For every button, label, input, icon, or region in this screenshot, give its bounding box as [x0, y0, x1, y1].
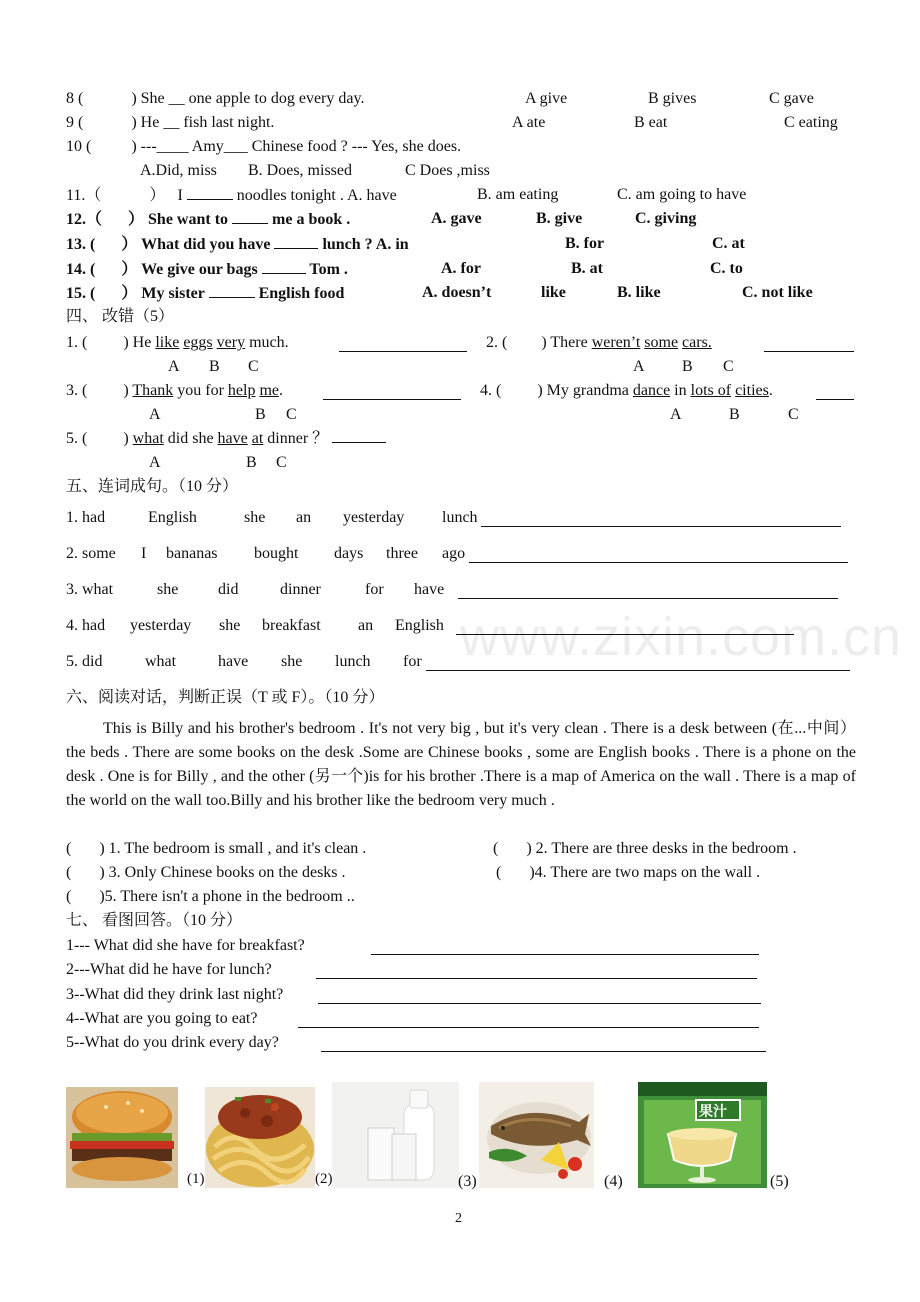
- q-num: 4. (: [480, 382, 502, 399]
- answer-line[interactable]: [321, 1037, 766, 1052]
- option-b: B. for: [565, 235, 605, 252]
- error-item-1: [66, 333, 289, 353]
- word: 3. what: [66, 581, 114, 598]
- label-b: B: [682, 358, 693, 375]
- word: .: [279, 382, 283, 399]
- label-a: A: [149, 406, 161, 423]
- error-item-5: [66, 428, 386, 449]
- q-num: 9 (: [66, 114, 84, 131]
- word: she: [219, 617, 241, 634]
- tf-item-1: [66, 839, 366, 859]
- q-num: 11.（: [66, 187, 102, 204]
- answer-blank[interactable]: [323, 385, 461, 400]
- word: 4. had: [66, 617, 106, 634]
- question-10: [66, 137, 461, 157]
- tf-item-2: [493, 839, 797, 859]
- option-c: C. at: [712, 235, 745, 252]
- word: bananas: [166, 545, 218, 562]
- label-a: A: [633, 358, 645, 375]
- section-5-title: 五、连词成句。（10 分）: [66, 478, 239, 495]
- error-item-3: [66, 381, 283, 401]
- q-close: ）: [128, 211, 145, 228]
- q-num: 15. (: [66, 285, 96, 302]
- label-a: A: [168, 358, 180, 375]
- answer-line[interactable]: [469, 548, 848, 563]
- qa-question-4: 4--What are you going to eat?: [66, 1010, 258, 1027]
- word: 1. had: [66, 509, 106, 526]
- word: 2. some: [66, 545, 116, 562]
- paren: ): [526, 840, 532, 857]
- underlined-word: weren’t: [591, 334, 641, 351]
- label-b: B: [729, 406, 740, 423]
- fish-picture: [479, 1082, 594, 1188]
- q-num: 5. (: [66, 430, 88, 447]
- word: My grandma: [546, 382, 629, 399]
- picture-caption-2: (2): [315, 1171, 333, 1187]
- statement: 4. There are two maps on the wall .: [534, 864, 761, 881]
- option-c: C. not like: [742, 284, 813, 301]
- answer-line[interactable]: [481, 512, 841, 527]
- paren: (: [66, 888, 72, 905]
- option-b: B. Does, missed: [248, 162, 352, 179]
- answer-line[interactable]: [371, 940, 759, 955]
- word: three: [386, 545, 418, 562]
- q-text: English food: [258, 285, 345, 302]
- option-b: B. at: [571, 260, 603, 277]
- option-a: A give: [525, 90, 568, 107]
- underlined-word: cars.: [682, 334, 712, 351]
- word: yesterday: [343, 509, 405, 526]
- option-b: B. like: [617, 284, 661, 301]
- picture-caption-3: (3): [458, 1173, 477, 1190]
- word: dinner: [280, 581, 321, 598]
- word: in: [674, 382, 687, 399]
- q-text: I: [177, 187, 183, 204]
- word: dinner ？: [267, 430, 329, 447]
- underlined-word: help: [227, 382, 256, 399]
- word: .: [768, 382, 773, 399]
- answer-blank[interactable]: [209, 283, 255, 298]
- q-close: ): [131, 90, 137, 107]
- word: what: [145, 653, 177, 670]
- word: have: [414, 581, 445, 598]
- word: have: [218, 653, 249, 670]
- label-a: A: [670, 406, 682, 423]
- q-close: ): [541, 334, 547, 351]
- qa-question-1: 1--- What did she have for breakfast?: [66, 937, 305, 954]
- question-14: [66, 259, 348, 280]
- option-b: B gives: [648, 90, 697, 107]
- word: English: [148, 509, 197, 526]
- statement: 1. The bedroom is small , and it's clean .: [108, 840, 367, 857]
- word: yesterday: [130, 617, 192, 634]
- answer-blank[interactable]: [764, 337, 854, 352]
- word: ago: [442, 545, 466, 562]
- answer-line[interactable]: [458, 584, 838, 599]
- q-text: My sister: [141, 285, 205, 302]
- error-item-2: [486, 333, 712, 353]
- q-text: ---____ Amy___ Chinese food ? --- Yes, she does.: [140, 138, 462, 155]
- paren: ): [529, 864, 535, 881]
- section-6-title: 六、阅读对话，判断正误（T 或 F）。（10 分）: [66, 689, 385, 706]
- word: lunch: [335, 653, 371, 670]
- q-close: ): [131, 138, 137, 155]
- option-a: A. for: [441, 260, 481, 277]
- answer-blank[interactable]: [187, 185, 233, 200]
- q-close: ): [537, 382, 543, 399]
- q-close: ）: [121, 285, 138, 302]
- juice-label: 果汁: [699, 1104, 727, 1120]
- label-c: C: [286, 406, 297, 423]
- q-text: We give our bags: [141, 261, 258, 278]
- q-num: 3. (: [66, 382, 88, 399]
- answer-blank[interactable]: [274, 234, 318, 249]
- underlined-word: very: [216, 334, 246, 351]
- question-13: [66, 234, 409, 255]
- page-number: 2: [455, 1211, 462, 1226]
- option-a: A.Did, miss: [140, 162, 217, 179]
- q-close: ）: [121, 236, 138, 253]
- word: for: [403, 653, 422, 670]
- answer-line[interactable]: [318, 989, 761, 1004]
- q-num: 10 (: [66, 138, 92, 155]
- statement: 2. There are three desks in the bedroom .: [535, 840, 797, 857]
- watermark: www.zixin.com.cn: [460, 607, 903, 667]
- word: He: [132, 334, 152, 351]
- paren: ): [99, 864, 105, 881]
- statement: 3. Only Chinese books on the desks .: [108, 864, 346, 881]
- option-a: A. doesn’t: [422, 284, 492, 301]
- paren: ): [99, 888, 105, 905]
- paren: (: [66, 840, 72, 857]
- word: an: [358, 617, 374, 634]
- label-b: B: [209, 358, 220, 375]
- answer-line[interactable]: [316, 964, 757, 979]
- word: English: [395, 617, 444, 634]
- tf-item-3: [66, 863, 346, 883]
- answer-line[interactable]: [298, 1013, 759, 1028]
- underlined-word: lots of: [690, 382, 732, 399]
- q-text: She want to: [148, 211, 229, 228]
- underlined-word: me: [259, 382, 279, 399]
- word: she: [281, 653, 303, 670]
- option-c: C. to: [710, 260, 743, 277]
- option-c: C Does ,miss: [405, 162, 490, 179]
- label-c: C: [788, 406, 799, 423]
- word: days: [334, 545, 364, 562]
- option-c: C gave: [769, 90, 814, 107]
- word: she: [157, 581, 179, 598]
- tf-item-5: [66, 887, 355, 907]
- paren: (: [493, 840, 499, 857]
- q-text: Tom .: [309, 261, 348, 278]
- section-7-title: 七、 看图回答。（10 分）: [66, 912, 243, 929]
- option-b: B. give: [536, 210, 583, 227]
- q-num: 8 (: [66, 90, 84, 107]
- milk-picture: [332, 1082, 459, 1188]
- option-c: C. am going to have: [617, 186, 747, 203]
- question-9: [66, 113, 274, 133]
- option-b: B eat: [634, 114, 668, 131]
- q-close: ）: [121, 261, 138, 278]
- picture-caption-4: (4): [604, 1173, 623, 1190]
- option-a: A. gave: [431, 210, 482, 227]
- answer-blank[interactable]: [816, 385, 854, 400]
- paren: ): [99, 840, 105, 857]
- word: for: [365, 581, 384, 598]
- q-close: ): [123, 430, 129, 447]
- statement: 5. There isn't a phone in the bedroom ..: [104, 888, 355, 905]
- question-8: [66, 89, 364, 109]
- tf-item-4: [496, 863, 760, 883]
- label-b: B: [246, 454, 257, 471]
- underlined-word: eggs: [183, 334, 213, 351]
- word: she: [244, 509, 266, 526]
- section-4-title: 四、 改错（5）: [66, 308, 175, 325]
- question-11: [66, 185, 397, 206]
- word: much.: [249, 334, 289, 351]
- underlined-word: at: [251, 430, 264, 447]
- word: 5. did: [66, 653, 103, 670]
- q-text: lunch ? A. in: [322, 236, 409, 253]
- word: did she: [167, 430, 214, 447]
- word: bought: [254, 545, 299, 562]
- word: an: [296, 509, 312, 526]
- q-close: ）: [149, 187, 166, 204]
- answer-blank[interactable]: [332, 428, 386, 443]
- q-text: What did you have: [141, 236, 271, 253]
- underlined-word: like: [155, 334, 180, 351]
- q-num: 13. (: [66, 236, 96, 253]
- juice-picture: [638, 1082, 767, 1188]
- underlined-word: have: [217, 430, 248, 447]
- question-15: [66, 283, 344, 304]
- sentence-words-3: [66, 580, 444, 600]
- underlined-word: Thank: [132, 382, 174, 399]
- q-num: 1. (: [66, 334, 88, 351]
- word: you for: [177, 382, 224, 399]
- picture-caption-1: (1): [187, 1171, 205, 1187]
- q-text: me a book .: [272, 211, 351, 228]
- paren: (: [66, 864, 72, 881]
- q-text: She __ one apple to dog every day.: [140, 90, 365, 107]
- error-item-4: [480, 381, 773, 401]
- answer-blank[interactable]: [262, 259, 306, 274]
- q-num: 14. (: [66, 261, 96, 278]
- underlined-word: cities: [735, 382, 769, 399]
- underlined-word: what: [132, 430, 164, 447]
- sentence-words-1: [66, 508, 478, 528]
- q-num: 2. (: [486, 334, 508, 351]
- qa-question-3: 3--What did they drink last night?: [66, 986, 284, 1003]
- word: There: [550, 334, 588, 351]
- qa-question-2: 2---What did he have for lunch?: [66, 961, 272, 978]
- word: lunch: [442, 509, 478, 526]
- option-a-word: like: [541, 284, 566, 301]
- q-text: noodles tonight . A. have: [236, 187, 397, 204]
- option-c: C. giving: [635, 210, 697, 227]
- q-close: ): [123, 334, 129, 351]
- answer-blank[interactable]: [339, 337, 467, 352]
- question-12: [66, 209, 350, 230]
- label-c: C: [248, 358, 259, 375]
- q-close: ): [131, 114, 137, 131]
- reading-passage: This is Billy and his brother's bedroom . It's not very big , but it's very clean . There is a desk between (在...中间）the beds . There are some books on the desk .Some are Chinese books , some are English books . There is a phone on the desk . One is for Billy , and the other (另一个)is for his brother .There is a map of America on the wall . There is a map of the world on the wall too.Billy and his brother like the bedroom very much .: [66, 720, 856, 809]
- q-text: He __ fish last night.: [140, 114, 275, 131]
- label-c: C: [276, 454, 287, 471]
- picture-caption-5: (5): [770, 1173, 789, 1190]
- option-a: A ate: [512, 114, 546, 131]
- noodles-picture: [205, 1087, 315, 1188]
- option-b: B. am eating: [477, 186, 559, 203]
- underlined-word: dance: [632, 382, 671, 399]
- word: I: [141, 545, 147, 562]
- answer-blank[interactable]: [232, 209, 268, 224]
- label-a: A: [149, 454, 161, 471]
- sentence-words-4: [66, 616, 444, 636]
- q-num: 12.（: [66, 211, 103, 228]
- word: did: [218, 581, 239, 598]
- q-close: ): [123, 382, 129, 399]
- underlined-word: some: [644, 334, 679, 351]
- word: breakfast: [262, 617, 321, 634]
- paren: (: [496, 864, 502, 881]
- label-b: B: [255, 406, 266, 423]
- sentence-words-5: [66, 652, 422, 672]
- hamburger-picture: [66, 1087, 178, 1188]
- qa-question-5: 5--What do you drink every day?: [66, 1034, 279, 1051]
- sentence-words-2: [66, 544, 465, 564]
- option-c: C eating: [784, 114, 838, 131]
- label-c: C: [723, 358, 734, 375]
